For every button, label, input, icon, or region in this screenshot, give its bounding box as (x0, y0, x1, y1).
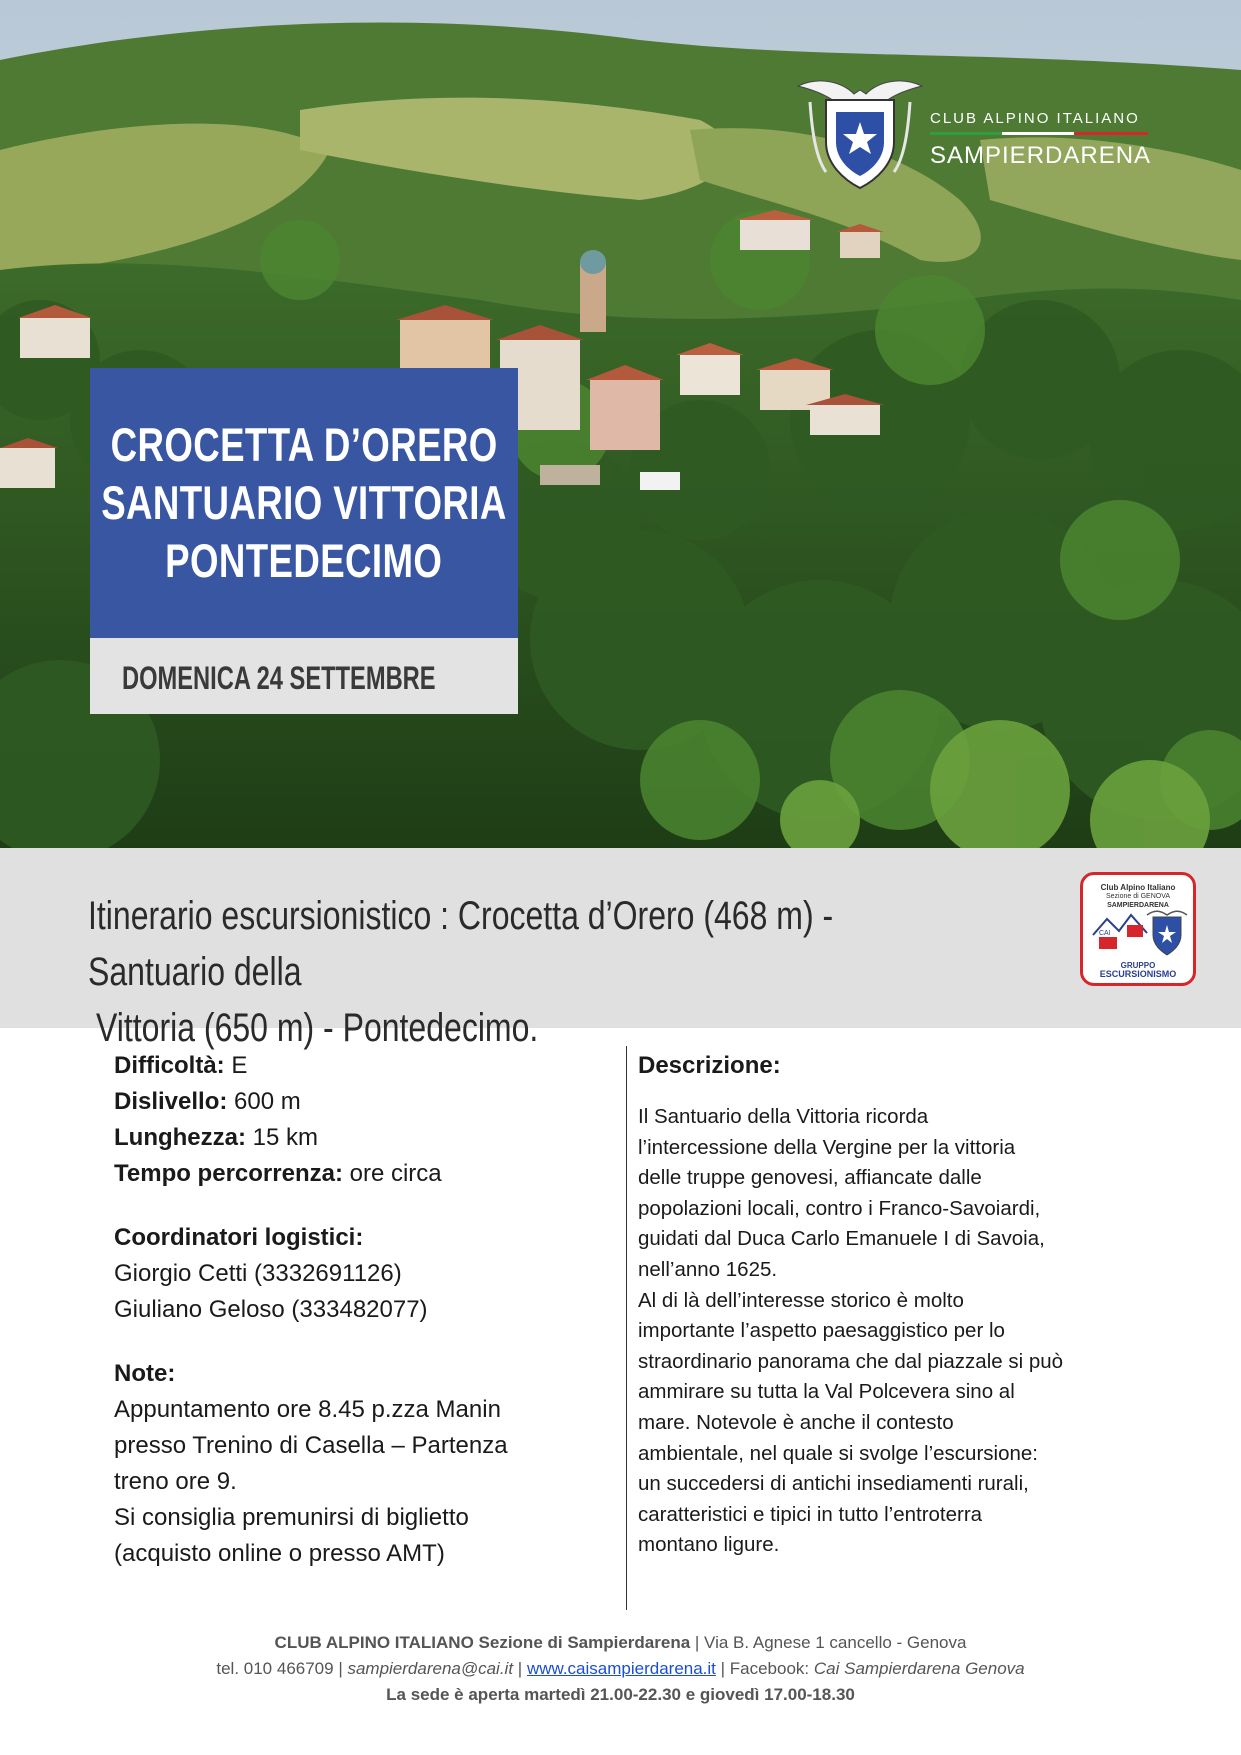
tricolor-divider (930, 132, 1148, 135)
badge-title: Club Alpino Italiano (1100, 883, 1176, 892)
mountain-flag-icon (1091, 905, 1191, 961)
note-line: Si consiglia premunirsi di biglietto (114, 1504, 469, 1531)
cai-sampierdarena-logo (790, 72, 1180, 192)
footer-hours: La sede è aperta martedì 21.00-22.30 e giovedì 17.00-18.30 (386, 1685, 855, 1704)
badge-gruppo: GRUPPO (1120, 961, 1156, 970)
cai-eagle-emblem (790, 72, 930, 190)
description-line: Il Santuario della Vittoria ricorda (638, 1105, 929, 1128)
description-line: montano ligure. (638, 1533, 780, 1557)
difficulty-row (114, 1048, 614, 1084)
description-line: Al di là dell’interesse storico è molto (638, 1288, 964, 1312)
badge-sezione: Sezione di GENOVA (1105, 893, 1171, 900)
note-line: Appuntamento ore 8.45 p.zza Manin (114, 1396, 501, 1423)
description-line: guidati dal Duca Carlo Emanuele I di Savoia, (638, 1227, 1045, 1251)
cai-org-name: CLUB ALPINO ITALIANO (930, 110, 1140, 127)
event-date: DOMENICA 24 SETTEMBRE (122, 660, 436, 696)
badge-footer (1083, 961, 1193, 979)
title-line-3: PONTEDECIMO (165, 534, 443, 587)
description-line: un succedersi di antichi insediamenti rurali, (638, 1472, 1029, 1496)
footer-facebook-label: | Facebook: (715, 1659, 814, 1678)
footer-email[interactable]: sampierdarena@cai.it (347, 1659, 514, 1678)
footer-contacts-line (0, 1656, 1241, 1682)
footer-separator: | (513, 1659, 527, 1678)
coordinators-label: Coordinatori logistici: (114, 1224, 364, 1251)
note-line: treno ore 9. (114, 1468, 237, 1495)
column-divider (626, 1046, 627, 1610)
itinerary-text (88, 888, 856, 1056)
footer-phone: tel. 010 466709 | (216, 1659, 348, 1678)
description-line: popolazioni locali, contro i Franco-Savoiardi, (638, 1196, 1041, 1220)
cai-section-name: SAMPIERDARENA (930, 142, 1152, 169)
event-title-box (90, 368, 518, 638)
length-value: 15 km (246, 1124, 319, 1151)
title-line-1: CROCETTA D’ORERO (110, 418, 498, 471)
gruppo-escursionismo-badge (1080, 872, 1196, 986)
duration-value: ore circa (342, 1160, 442, 1187)
footer-website-link[interactable]: www.caisampierdarena.it (526, 1659, 716, 1678)
hero-photo (0, 0, 1241, 848)
difficulty-label: Difficoltà: (114, 1052, 225, 1079)
itinerary-band (0, 848, 1241, 1050)
description-heading: Descrizione: (638, 1052, 781, 1079)
footer-facebook: Cai Sampierdarena Genova (813, 1659, 1025, 1678)
description-section (638, 1048, 1118, 1561)
title-line-2: SANTUARIO VITTORIA (101, 476, 507, 529)
itinerary-line-2: Vittoria (650 m) - Pontedecimo. (96, 1006, 539, 1050)
badge-escursionismo: ESCURSIONISMO (1099, 969, 1177, 979)
description-line: nell’anno 1625. (638, 1257, 778, 1281)
note-line: (acquisto online o presso AMT) (114, 1540, 445, 1567)
badge-cai-mark: CAI (1099, 930, 1111, 937)
duration-label: Tempo percorrenza: (114, 1160, 343, 1187)
elevation-row (114, 1084, 614, 1120)
event-date-box (90, 638, 518, 714)
duration-row (114, 1156, 614, 1192)
description-line: caratteristici e tipici in tutto l’entroterra (638, 1502, 983, 1526)
description-line: straordinario panorama che dal piazzale si può (638, 1349, 1064, 1373)
badge-section: SAMPIERDARENA (1107, 902, 1169, 909)
description-line: l’intercessione della Vergine per la vittoria (638, 1135, 1016, 1159)
itinerary-line-1: Itinerario escursionistico : Crocetta d’Orero (468 m) - Santuario della (88, 894, 834, 994)
footer-address: | Via B. Agnese 1 cancello - Genova (690, 1633, 967, 1652)
footer-org: CLUB ALPINO ITALIANO Sezione di Sampierdarena (274, 1633, 691, 1652)
elevation-label: Dislivello: (114, 1088, 228, 1115)
length-label: Lunghezza: (114, 1124, 246, 1151)
difficulty-value: E (224, 1052, 248, 1079)
description-line: delle truppe genovesi, affiancate dalle (638, 1166, 982, 1190)
trip-details (114, 1048, 614, 1572)
notes-label: Note: (114, 1360, 176, 1387)
description-line: ammirare su tutta la Val Polcevera sino al (638, 1380, 1015, 1404)
length-row (114, 1120, 614, 1156)
description-body (638, 1102, 1118, 1561)
description-line: ambientale, nel quale si svolge l’escursione: (638, 1441, 1038, 1465)
description-line: importante l’aspetto paesaggistico per lo (638, 1319, 1005, 1343)
coordinator-1: Giorgio Cetti (3332691126) (114, 1260, 402, 1287)
note-line: presso Trenino di Casella – Partenza (114, 1432, 508, 1459)
footer-address-line (0, 1630, 1241, 1656)
description-line: mare. Notevole è anche il contesto (638, 1410, 954, 1434)
footer (0, 1630, 1241, 1708)
coordinator-2: Giuliano Geloso (333482077) (114, 1296, 428, 1323)
elevation-value: 600 m (227, 1088, 301, 1115)
